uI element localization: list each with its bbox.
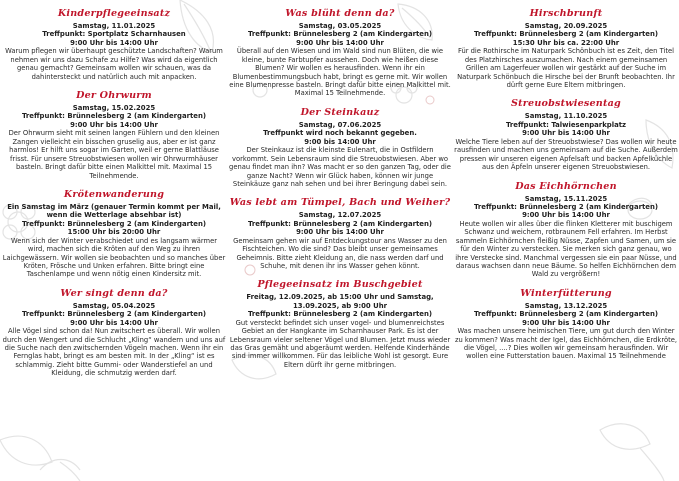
column-left xyxy=(2,0,226,481)
event-description: Was machen unsere heimischen Tiere, um gut durch den Winter zu kommen? Was macht der Igel, das Eichhörnchen, die Erdkröte, die Vögel, ....? Dies wollen wir gemeinsam herausfinden. Wir wollen eine Futterstation bauen. Maximal 15 Teilnehmende xyxy=(454,327,678,361)
event-date: Ein Samstag im März (genauer Termin kommt per Mail, wenn die Wetterlage absehbar ist) xyxy=(7,202,221,220)
event-date: Samstag, 15.11.2025 xyxy=(524,194,608,203)
column-right xyxy=(454,0,678,481)
event-streuobstwiesentag xyxy=(454,98,678,171)
event-title: Wer singt denn da? xyxy=(60,287,168,299)
event-tuempel xyxy=(229,197,451,270)
event-time: 15:30 Uhr bis ca. 22:00 Uhr xyxy=(512,38,620,47)
event-place: Treffpunkt: Brünnelesberg 2 (am Kindergarten) xyxy=(247,219,433,228)
event-description: Wenn sich der Winter verabschiedet und es langsam wärmer wird, machen sich die Kröten auf den Weg zu ihren Laichgewässern. Wir wollen sie beobachten und so manches über Kröten, Frösche und Unken erfahren. Bitte bringt eine Taschenlampe und wenn nötig einen Kindersitz mit. xyxy=(2,236,226,279)
event-title: Kinderpflegeeinsatz xyxy=(57,8,171,19)
event-place: Treffpunkt: Brünnelesberg 2 (am Kindergarten) xyxy=(473,30,659,39)
event-place: Treffpunkt: Brünnelesberg 2 (am Kindergarten) xyxy=(21,112,207,121)
event-eichhoernchen xyxy=(454,181,678,279)
event-winterfuetterung xyxy=(454,288,678,361)
event-time: 15:00 Uhr bis 20:00 Uhr xyxy=(67,228,161,237)
event-time: 9:00 Uhr bis 14:00 Uhr xyxy=(70,120,158,129)
event-place: Treffpunkt: Brünnelesberg 2 (am Kindergarten) xyxy=(21,310,207,319)
event-description: Gut versteckt befindet sich unser vogel- und blumenreichstes Gebiet an der Hangkante im Scharnhauser Park. Es ist der Lebensraum vieler seltener Vögel und Blumen. Jetzt muss wieder das Gras gemäht und abgeräumt werden. Helfende Kinderhände sind immer willkommen. Für das leibliche Wohl ist gesorgt. Eure Eltern dürft ihr gerne mitbringen. xyxy=(229,318,451,369)
event-description: Welche Tiere leben auf der Streuobstwiese? Das wollen wir heute rausfinden und machen uns gemeinsam auf die Suche. Außerdem pressen wir unseren eigenen Apfelsaft und backen Apfelküchle aus den Äpfeln unserer eigenen Streuobstwiesen. xyxy=(454,137,678,172)
event-steinkauz xyxy=(229,107,451,188)
event-kinderpflegeeinsatz xyxy=(2,0,226,81)
event-time: 9:00 Uhr bis 14:00 Uhr xyxy=(296,228,384,237)
event-time: 9:00 Uhr bis 14:00 Uhr xyxy=(296,38,384,47)
event-hirschbrunft xyxy=(454,0,678,89)
event-pflegeeinsatz-buschgebiet xyxy=(229,279,451,369)
event-time: 9:00 Uhr bis 14:00 Uhr xyxy=(70,38,158,47)
event-date: Samstag, 05.04.2025 xyxy=(72,301,156,310)
event-description: Warum pflegen wir überhaupt geschützte Landschaften? Warum nehmen wir uns dazu Schafe zu Hilfe? Was wird da eigentlich genau gemacht? Gemeinsam wollen wir schauen, was da dahintersteckt und natürlich auch mit anpacken. xyxy=(5,47,223,81)
event-title: Streuobstwiesentag xyxy=(511,98,621,110)
event-was-blueht xyxy=(229,0,451,98)
event-place: Treffpunkt: Sportplatz Scharnhausen xyxy=(42,30,186,39)
event-time: 9:00 Uhr bis 14:00 Uhr xyxy=(522,318,610,327)
event-date: Samstag, 11.01.2025 xyxy=(72,22,156,30)
event-place: Treffpunkt: Talwiesenparkplatz xyxy=(505,120,627,129)
event-description: Der Steinkauz ist die kleinste Eulenart, die in Ostfildern vorkommt. Sein Lebensraum sind die Streuobstwiesen. Aber wo genau findet man ihn? Was macht er so den ganzen Tag, oder die ganze Nacht? Wenn wir Glück haben, können wir junge Steinkäuze ganz nah sehen und bei ihrer Beringung dabei sein. xyxy=(229,146,451,188)
event-description: Alle Vögel sind schon da! Nun zwitschert es überall. Wir wollen durch den Wengert und die Schlucht „Kling“ wandern und uns auf die Suche nach den zwitschernden Vögeln machen. Wenn ihr ein Fernglas habt, bringt es am besten mit. In der „Kling“ ist es schlammig. Zieht bitte Gummi- oder Wanderstiefel an und Kleidung, die schmutzig werden darf. xyxy=(2,327,226,378)
column-middle xyxy=(229,0,451,481)
event-kroetenwanderung xyxy=(2,189,226,279)
event-place: Treffpunkt wird noch bekannt gegeben. xyxy=(263,129,417,138)
event-place: Treffpunkt: Brünnelesberg 2 (am Kindergarten) xyxy=(21,219,207,228)
event-time: 9:00 bis 14:00 Uhr xyxy=(304,137,376,146)
event-time: 9:00 Uhr bis 14:00 Uhr xyxy=(522,129,610,138)
event-title: Was lebt am Tümpel, Bach und Weiher? xyxy=(229,197,451,209)
event-title: Hirschbrunft xyxy=(529,8,603,19)
event-description: Der Ohrwurm sieht mit seinen langen Fühlern und den kleinen Zangen vielleicht ein bisschen gruselig aus, aber er ist ganz harmlos! Er hilft uns sogar im Garten, weil er gerne Blattläuse frisst. Für unsere Streuobstwiesen wollen wir Ohrwurmhäuser basteln. Bringt dafür bitte einen Malkittel mit. Maximal 15 Teilnehmende. xyxy=(8,129,220,180)
event-title: Das Eichhörnchen xyxy=(515,180,617,192)
event-wer-singt xyxy=(2,288,226,378)
event-time: 9:00 Uhr bis 14:00 Uhr xyxy=(70,318,158,327)
event-description: Für die Rothirsche im Naturpark Schönbuch ist es Zeit, den Titel des Platzhirsches auszumachen. Nach einem gemeinsamen Grillen am Lagerfeuer wollen wir gestärkt auf der Suche im Naturpark Schönbuch die Hirsche bei der Brunft beobachten. Ihr dürft gerne Eure Eltern mitbringen. xyxy=(457,47,675,90)
event-title: Der Ohrwurm xyxy=(76,90,152,102)
event-date: Samstag, 07.06.2025 xyxy=(298,120,382,129)
event-date: Samstag, 20.09.2025 xyxy=(524,22,608,30)
event-title: Pflegeeinsatz im Buschgebiet xyxy=(257,279,423,291)
event-place: Treffpunkt: Brünnelesberg 2 (am Kindergarten) xyxy=(473,310,659,319)
event-date: Samstag, 12.07.2025 xyxy=(298,211,382,220)
event-date: Freitag, 12.09.2025, ab 15:00 Uhr und Samstag, 13.09.2025, ab 9:00 Uhr xyxy=(246,293,434,310)
event-place: Treffpunkt: Brünnelesberg 2 (am Kindergarten) xyxy=(247,30,433,39)
event-time: 9:00 Uhr bis 14:00 Uhr xyxy=(522,211,610,220)
event-date: Samstag, 15.02.2025 xyxy=(72,104,156,113)
event-description: Heute wollen wir alles über die flinken Kletterer mit buschigem Schwanz und weichem, rotbraunem Fell erfahren. Im Herbst sammeln Eichhörnchen fleißig Nüsse, Zapfen und Samen, um sie für den Winter zu verstecken. Sie merken sich ganz genau, wo ihre Verstecke sind. Manchmal vergessen sie ein paar Nüsse, und daraus wachsen dann neue Bäume. So helfen Eichhörnchen dem Wald zu vergrößern! xyxy=(455,219,677,279)
event-title: Krötenwanderung xyxy=(63,188,165,200)
event-place: Treffpunkt: Brünnelesberg 2 (am Kindergarten) xyxy=(473,202,659,211)
event-date: Samstag, 11.10.2025 xyxy=(524,112,608,121)
event-description: Überall auf den Wiesen und im Wald sind nun Blüten, die wie kleine, bunte Farbtupfer aussehen. Doch wie heißen diese Blumen? Wir wollen es herausfinden. Wenn ihr ein Blumenbestimmungsbuch habt, bringt es gerne mit. Wir wollen eine Blumenpresse basteln. Bringt dafür bitte einen Malkittel mit. Maximal 15 Teilnehmende. xyxy=(229,47,451,98)
event-ohrwurm xyxy=(2,90,226,180)
event-title: Der Steinkauz xyxy=(300,106,380,118)
event-date: Samstag, 03.05.2025 xyxy=(298,22,382,30)
event-place: Treffpunkt: Brünnelesberg 2 (am Kindergarten) xyxy=(247,310,433,319)
event-date: Samstag, 13.12.2025 xyxy=(524,301,608,310)
event-title: Winterfütterung xyxy=(520,287,612,299)
event-description: Gemeinsam gehen wir auf Entdeckungstour ans Wasser zu den Fischteichen. Wo die sind? Das bleibt unser gemeinsames Geheimnis. Bitte zieht Kleidung an, die nass werden darf und Schuhe, mit denen ihr ins Wasser gehen könnt. xyxy=(233,236,447,270)
event-title: Was blüht denn da? xyxy=(285,8,395,19)
